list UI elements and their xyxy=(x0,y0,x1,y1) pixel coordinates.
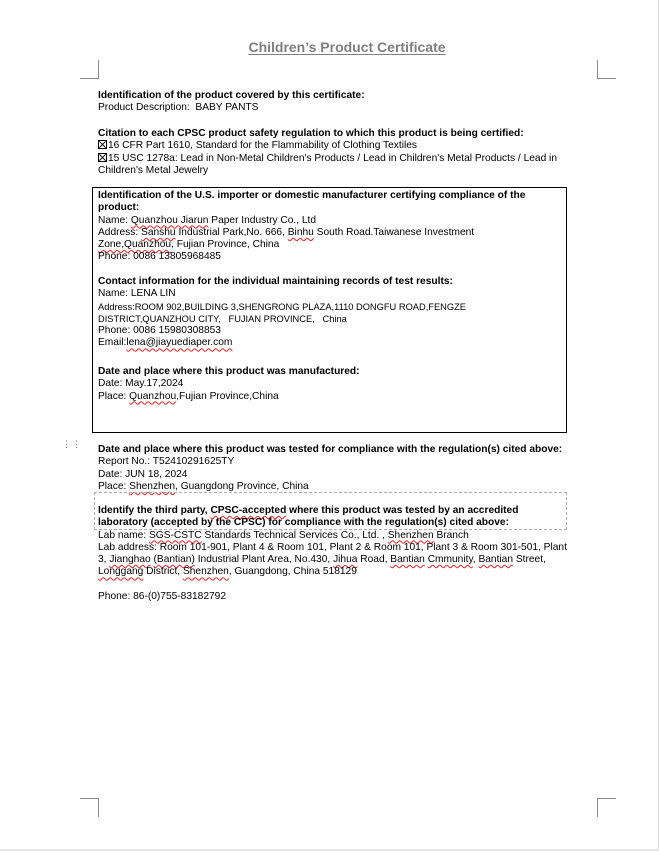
margin-marker-bottom-right xyxy=(597,798,616,817)
margin-marker-top-left xyxy=(80,60,99,79)
product-heading: Identification of the product covered by this certificate: xyxy=(98,90,365,101)
lab-address-line2: 3, Jianghao (Bantian) Industrial Plant Area, No.430, Jihua Road, Bantian Cmmunity, Bantian Street, xyxy=(98,554,546,566)
product-description-value: BABY PANTS xyxy=(195,102,259,114)
manufactured-date: Date: May.17,2024 xyxy=(98,378,184,390)
third-party-section xyxy=(98,505,567,603)
importer-name: Name: Quanzhou Jiarun Paper Industry Co., Ltd xyxy=(98,214,317,226)
citation-item-2: 15 USC 1278a: Lead in Non-Metal Children's Products / Lead in Children's Metal Products / Lead in xyxy=(98,153,557,165)
importer-heading-line1: Identification of the U.S. importer or domestic manufacturer certifying compliance of the xyxy=(98,190,526,201)
drag-handle-icon[interactable]: ⋮⋮ xyxy=(62,439,82,449)
records-heading: Contact information for the individual maintaining records of test results: xyxy=(98,276,453,287)
margin-marker-bottom-left xyxy=(80,798,99,817)
third-party-heading-line1: Identify the third party, CPSC-accepted where this product was tested by an accredited xyxy=(98,505,519,516)
importer-section xyxy=(98,190,525,264)
records-email-value: lena@jiayuediaper.com xyxy=(126,337,233,349)
records-address-line1: Address:ROOM 902,BUILDING 3,SHENGRONG PLAZA,1110 DONGFU ROAD,FENGZE xyxy=(98,301,467,312)
records-email: Email:lena@jiayuediaper.com xyxy=(98,337,233,349)
tested-section xyxy=(98,444,562,493)
product-section xyxy=(98,90,365,115)
records-section xyxy=(98,276,466,350)
records-name: Name: LENA LIN xyxy=(98,288,176,300)
lab-address-line1: Lab address: Room 101-901, Plant 4 & Room 101, Plant 2 & Room 101, Plant 3 & Room 301-501, Plant xyxy=(98,541,567,553)
records-address-line2: DISTRICT,QUANZHOU CITY, FUJIAN PROVINCE, China xyxy=(98,313,347,324)
margin-marker-top-right xyxy=(597,60,616,79)
importer-phone: Phone: 0086 13805968485 xyxy=(98,251,221,263)
checked-box-icon xyxy=(98,140,107,149)
importer-heading-line2: product: xyxy=(98,202,140,214)
checked-box-icon xyxy=(98,153,107,162)
importer-address-line1: Address: Sanshu Industrial Park,No. 666, Binhu South Road.Taiwanese Investment xyxy=(98,226,475,238)
tested-place: Place: Shenzhen, Guangdong Province, China xyxy=(98,480,309,492)
citation-section xyxy=(98,128,557,177)
importer-address-line2: Zone,Quanzhou, Fujian Province, China xyxy=(98,239,280,251)
lab-phone: Phone: 86-(0)755-83182792 xyxy=(98,590,227,602)
lab-address-line3: Longgang District, Shenzhen, Guangdong, China 518129 xyxy=(98,566,357,578)
manufactured-place: Place: Quanzhou,Fujian Province,China xyxy=(98,390,279,402)
document-title: Children’s Product Certificate xyxy=(248,39,446,55)
records-phone: Phone: 0086 15980308853 xyxy=(98,325,221,337)
tested-heading: Date and place where this product was tested for compliance with the regulation(s) cited above: xyxy=(98,444,563,455)
third-party-heading-line2: laboratory (accepted by the CPSC) for compliance with the regulation(s) cited above: xyxy=(98,517,509,529)
manufactured-section xyxy=(98,366,360,403)
tested-report: Report No.: T52410291625TY xyxy=(98,456,235,468)
lab-name: Lab name: SGS-CSTC Standards Technical Services Co., Ltd. , Shenzhen Branch xyxy=(98,529,469,541)
citation-item-2-continued: Children's Metal Jewelry xyxy=(98,164,209,176)
citation-item-1: 16 CFR Part 1610, Standard for the Flammability of Clothing Textiles xyxy=(98,140,557,152)
tested-date: Date: JUN 18, 2024 xyxy=(98,468,188,480)
citation-heading: Citation to each CPSC product safety regulation to which this product is being certified: xyxy=(98,128,524,139)
manufactured-heading: Date and place where this product was manufactured: xyxy=(98,366,360,377)
product-description: Product Description: BABY PANTS xyxy=(98,102,259,114)
